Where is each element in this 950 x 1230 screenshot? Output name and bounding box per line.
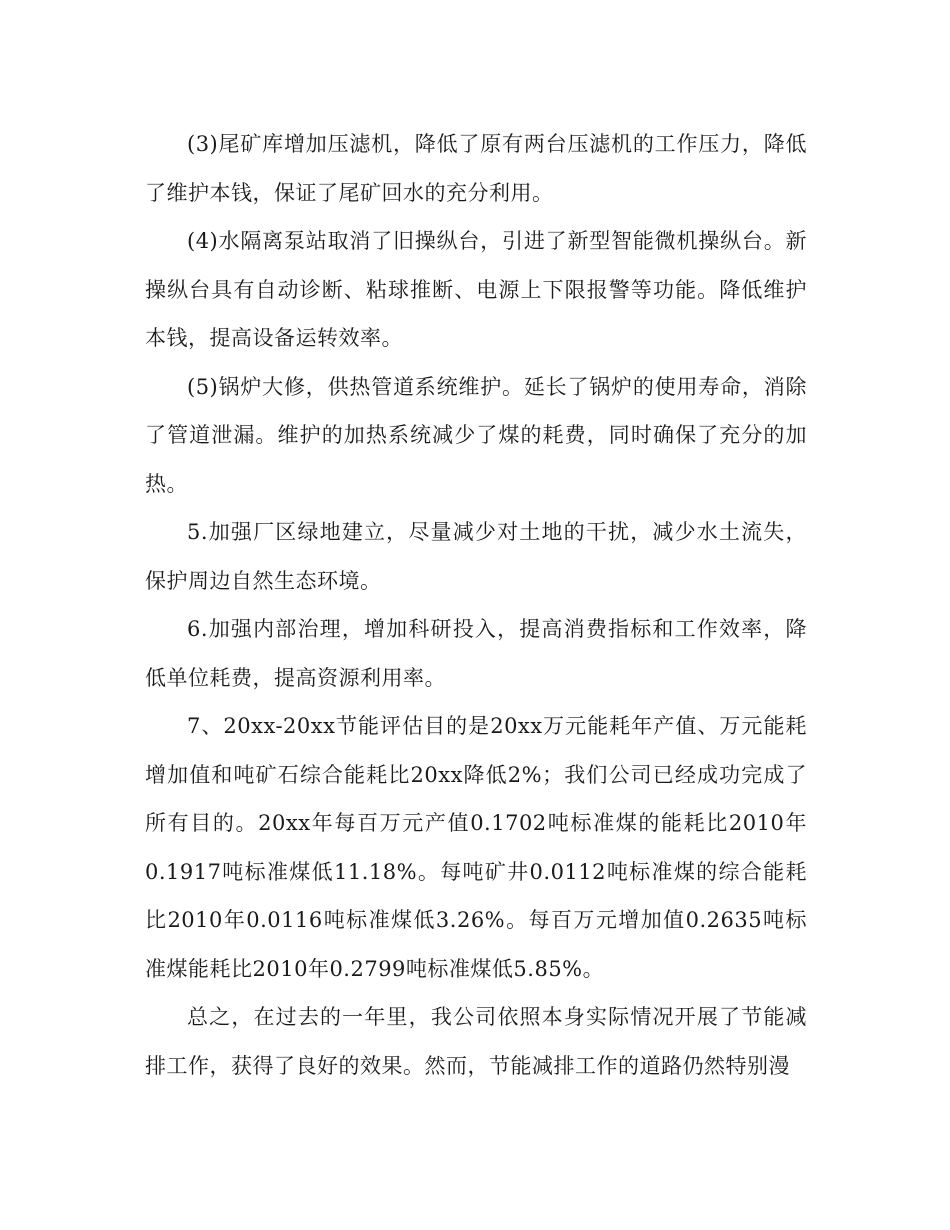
paragraph-pump-station-console: (4)水隔离泵站取消了旧操纵台，引进了新型智能微机操纵台。新操纵台具有自动诊断、粘球推断、电源上下限报警等功能。降低维护本钱，提高设备运转效率。 [145, 229, 807, 350]
paragraph-tailings-filter-press: (3)尾矿库增加压滤机，降低了原有两台压滤机的工作压力，降低了维护本钱，保证了尾矿回水的充分利用。 [145, 132, 807, 205]
paragraph-green-space: 5.加强厂区绿地建立，尽量减少对土地的干扰，减少水土流失，保护周边自然生态环境。 [145, 520, 807, 593]
document-body [145, 120, 807, 1090]
paragraph-energy-assessment: 7、20xx-20xx节能评估目的是20xx万元能耗年产值、万元能耗增加值和吨矿石综合能耗比20xx降低2%；我们公司已经成功完成了所有目的。20xx年每百万元产值0.1702吨标准煤的能耗比2010年0.1917吨标准煤低11.18%。每吨矿井0.0112吨标准煤的综合能耗比2010年0.0116吨标准煤低3.26%。每百万元增加值0.2635吨标准煤能耗比2010年0.2799吨标准煤低5.85%。 [145, 714, 807, 981]
paragraph-summary: 总之，在过去的一年里，我公司依照本身实际情况开展了节能减排工作，获得了良好的效果。然而，节能减排工作的道路仍然特别漫 [145, 1005, 807, 1078]
paragraph-boiler-overhaul: (5)锅炉大修，供热管道系统维护。延长了锅炉的使用寿命，消除了管道泄漏。维护的加热系统减少了煤的耗费，同时确保了充分的加热。 [145, 374, 807, 496]
paragraph-internal-management: 6.加强内部治理，增加科研投入，提高消费指标和工作效率，降低单位耗费，提高资源利用率。 [145, 617, 807, 690]
